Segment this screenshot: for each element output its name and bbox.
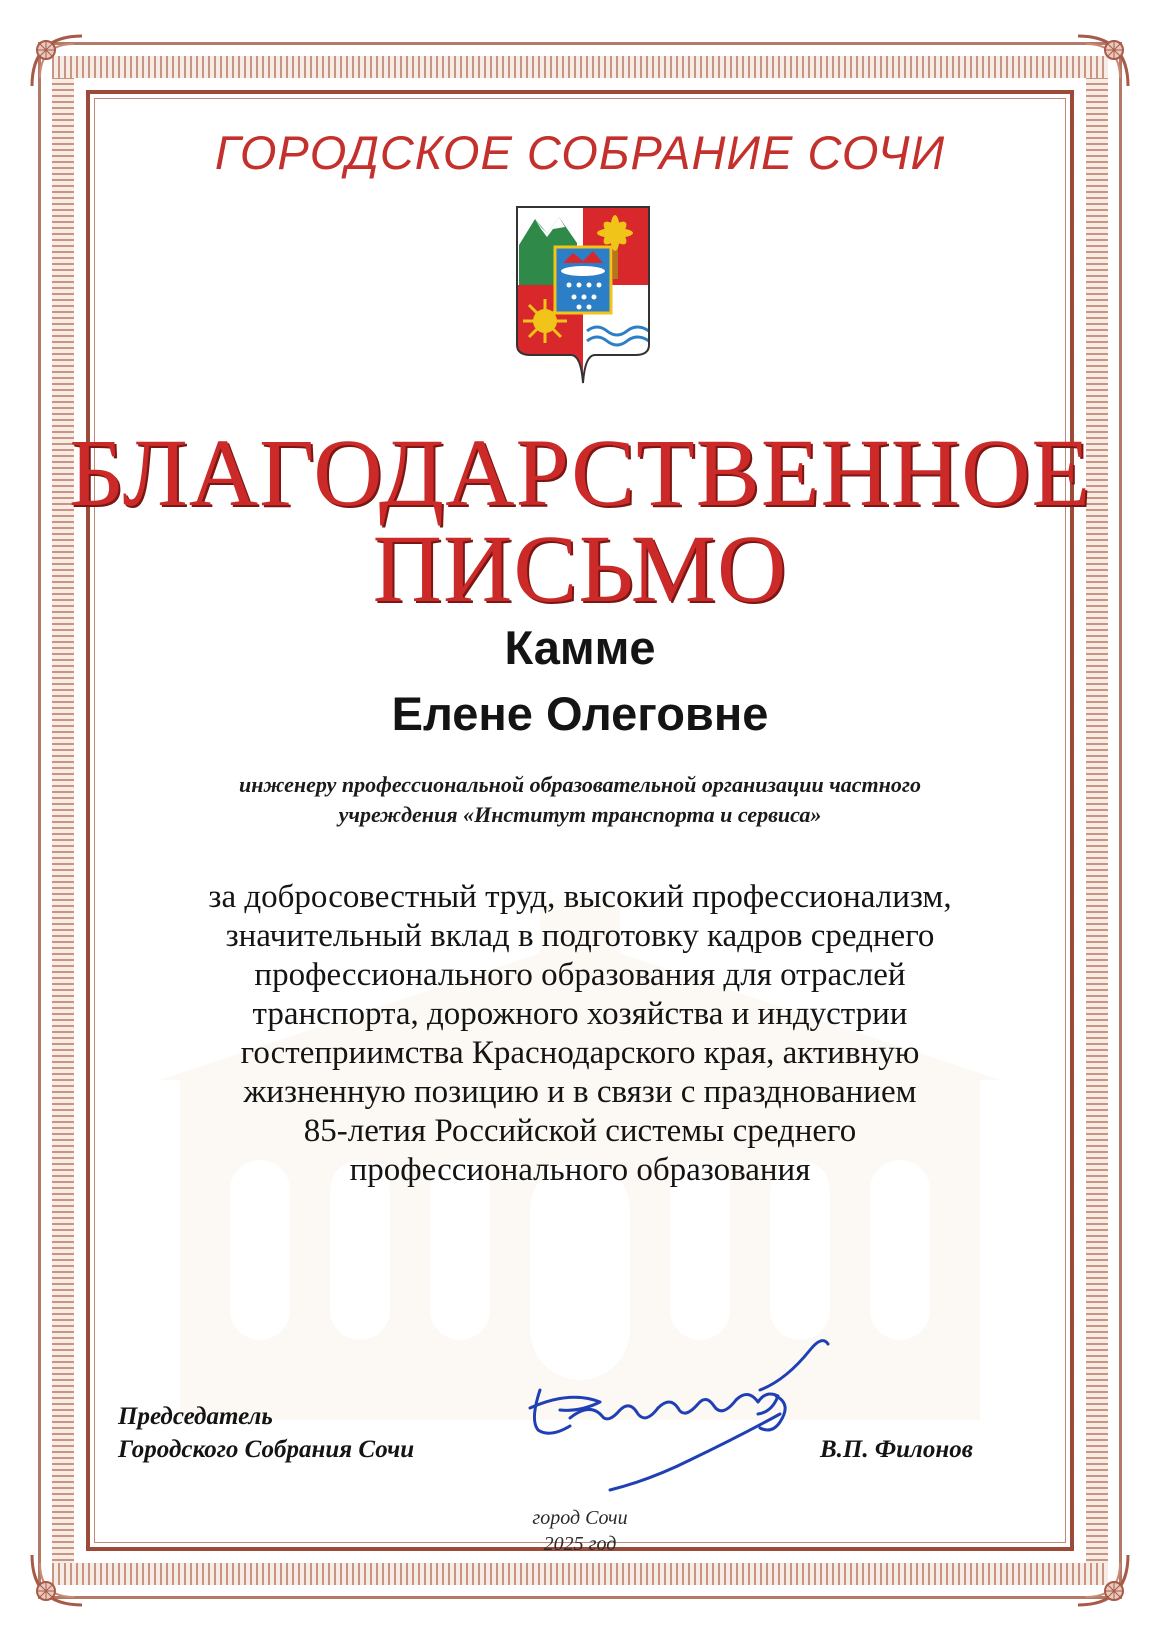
- sochi-coat-of-arms-icon: [515, 205, 651, 385]
- body-line: транспорта, дорожного хозяйства и индустрии: [252, 996, 908, 1032]
- shell-ornament-icon: [1068, 26, 1138, 96]
- recipient-given-names: Елене Олеговне: [391, 687, 769, 740]
- body-line: профессионального образования: [349, 1152, 811, 1188]
- handwritten-signature-icon: [510, 1330, 870, 1510]
- issuer-heading: ГОРОДСКОЕ СОБРАНИЕ СОЧИ: [214, 126, 946, 179]
- signer-title-line: Городского Собрания Сочи: [118, 1436, 415, 1463]
- signer-title-line: Председатель: [118, 1403, 273, 1430]
- body-line: профессионального образования для отраслей: [254, 957, 906, 993]
- shell-ornament-icon: [22, 26, 92, 96]
- recipient-surname: Камме: [504, 621, 656, 674]
- position-line: инженеру профессиональной образовательной организации частного: [239, 772, 921, 797]
- body-line: гостеприимства Краснодарского края, активную: [240, 1035, 920, 1071]
- issue-year: 2025 год: [543, 1533, 617, 1555]
- title-line: БЛАГОДАРСТВЕННОЕ: [68, 419, 1092, 526]
- title-line: ПИСЬМО: [372, 515, 788, 622]
- recipient-name: [0, 615, 1160, 747]
- body-line: жизненную позицию и в связи с празднованием: [243, 1074, 917, 1110]
- issue-place-date: [0, 1505, 1160, 1557]
- body-line: 85-летия Российской системы среднего: [303, 1113, 857, 1149]
- recipient-position: [140, 770, 1020, 830]
- position-line: учреждения «Институт транспорта и сервиса»: [338, 802, 822, 827]
- signer-title: [118, 1400, 538, 1466]
- signer-name: В.П. Филонов: [820, 1436, 973, 1463]
- issue-city: город Сочи: [532, 1507, 628, 1529]
- body-line: значительный вклад в подготовку кадров среднего: [225, 918, 935, 954]
- body-line: за добросовестный труд, высокий профессионализм,: [208, 879, 952, 915]
- gratitude-text: [120, 878, 1040, 1190]
- document-title: [0, 419, 1160, 622]
